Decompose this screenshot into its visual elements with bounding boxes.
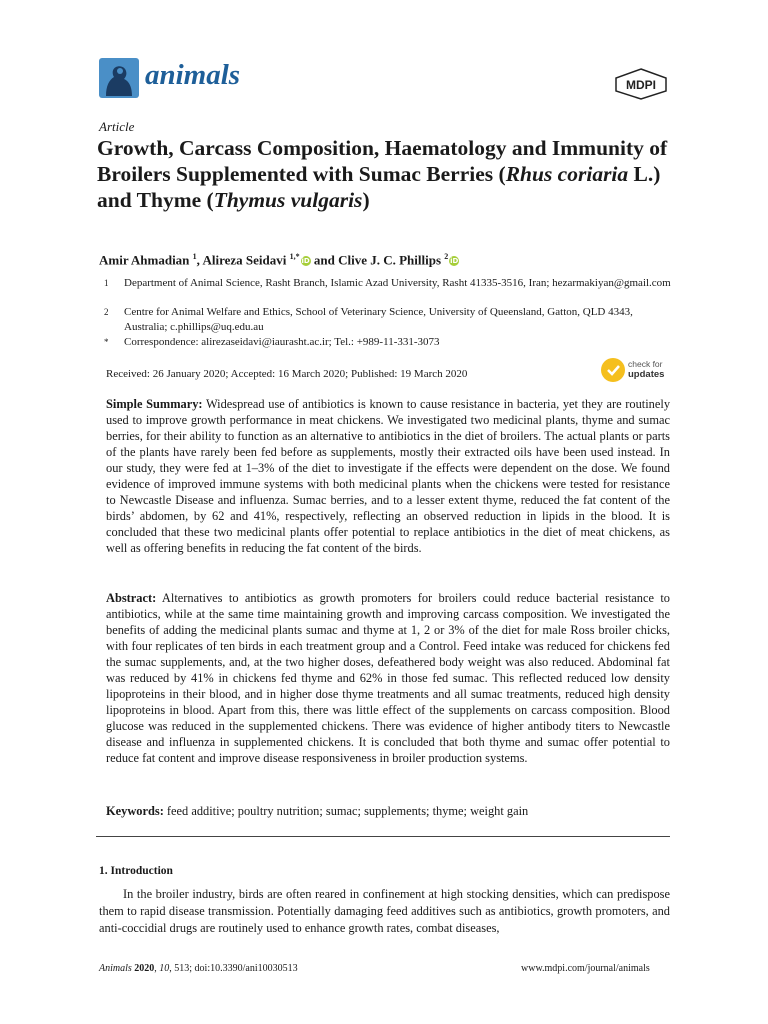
abstract	[106, 590, 670, 766]
footer-url[interactable]: www.mdpi.com/journal/animals	[521, 963, 650, 974]
author-separator: ,	[196, 252, 203, 268]
footer-citation: Animals 2020, 10, 513; doi:10.3390/ani10030513	[99, 963, 298, 974]
publication-dates: Received: 26 January 2020; Accepted: 16 March 2020; Published: 19 March 2020	[106, 368, 468, 380]
correspondence	[104, 335, 674, 350]
simple-summary	[106, 396, 670, 556]
check-for-updates-icon	[601, 358, 625, 382]
author-name[interactable]: Amir Ahmadian	[99, 252, 193, 268]
affiliation-text: Correspondence: alirezaseidavi@iaurasht.ac.ir; Tel.: +989-11-331-3073	[124, 336, 440, 348]
author-affiliation-marker: 1	[192, 252, 197, 261]
check-for-updates-badge[interactable]	[601, 357, 673, 383]
affiliation-text: Centre for Animal Welfare and Ethics, School of Veterinary Science, University of Queensland, Gatton, QLD 4343, Australia; c.phillips@uq.edu.au	[124, 306, 633, 333]
footer-journal: Animals	[99, 963, 132, 974]
check-for-updates-line2: updates	[628, 369, 665, 380]
affiliation-marker: 1	[104, 278, 109, 288]
publisher-name: MDPI	[626, 78, 656, 92]
affiliation-marker: *	[104, 337, 109, 347]
author-list	[99, 252, 459, 268]
title-part: L.) and Thyme (	[97, 162, 661, 212]
author-name[interactable]: Alireza Seidavi	[202, 252, 290, 268]
keywords-label: Keywords:	[106, 804, 164, 818]
publisher-logo	[612, 67, 670, 101]
orcid-icon[interactable]: iD	[301, 257, 310, 266]
orcid-icon[interactable]: iD	[450, 257, 459, 266]
section-divider	[96, 836, 670, 837]
footer-volume: 10	[159, 963, 170, 974]
keywords	[106, 803, 670, 819]
title-part: Thymus vulgaris	[213, 188, 363, 212]
author-affiliation-marker: 1,*	[289, 252, 300, 261]
affiliation-text: Department of Animal Science, Rasht Branch, Islamic Azad University, Rasht 41335-3516, Iran; hezarmakiyan@gmail.com	[124, 277, 671, 289]
affiliation-marker: 2	[104, 307, 109, 317]
article-type: Article	[99, 119, 135, 134]
simple-summary-label: Simple Summary:	[106, 397, 203, 411]
abstract-label: Abstract:	[106, 591, 157, 605]
animals-logo-icon	[99, 58, 139, 98]
footer-year: 2020	[134, 963, 155, 974]
author-affiliation-marker: 2	[444, 252, 449, 261]
title-part: Growth, Carcass Composition, Haematology and Immunity of Broilers Supplemented with Sumac Berries (	[97, 136, 668, 186]
introduction-text: In the broiler industry, birds are often reared in confinement at high stocking densities, which can predispose them to rapid disease transmission. Potentially damaging feed additives such as antibiotics, growth promoters, and anti-coccidial drugs are routinely used to enhance growth rates, combat diseases,	[99, 887, 670, 935]
journal-name: animals	[145, 59, 241, 91]
simple-summary-text: Widespread use of antibiotics is known to cause resistance in bacteria, yet they are routinely used to improve growth performance in meat chickens. We investigated two medicinal plants, thyme and sumac berries, for their ability to function as an alternative to antibiotics in the diet of broilers. The actual plants or parts of the plants have rarely been fed before as supplements, mostly their extracted oils have been used instead. In our study, they were fed at 1–3% of the diet to investigate if the effects were dependent on the dose. We found evidence of improved immune systems with both medicinal plants when the chickens were tested for resistance to Newcastle Disease and influenza. Sumac berries, and to a lesser extent thyme, reduced the fat content of the birds’ abdomen, by 62 and 41%, respectively, reflecting an observed reduction in lipids in the blood. It is concluded that these two medicinal plants offer potential to replace antibiotics in the diet of meat chickens, as well as offering benefits in reducing the fat content of the birds.	[106, 397, 671, 555]
check-for-updates-line1: check for	[628, 359, 663, 369]
author-name[interactable]: Clive J. C. Phillips	[338, 252, 445, 268]
title-part: Rhus coriaria	[505, 162, 629, 186]
affiliation-1	[104, 276, 674, 291]
footer-doi: , 513; doi:10.3390/ani10030513	[169, 963, 298, 974]
affiliation-2	[104, 305, 674, 335]
article-title	[97, 135, 677, 213]
keywords-text: feed additive; poultry nutrition; sumac; supplements; thyme; weight gain	[163, 804, 529, 818]
section-heading: 1. Introduction	[99, 865, 173, 877]
author-separator: and	[310, 252, 339, 268]
abstract-text: Alternatives to antibiotics as growth promoters for broilers could reduce bacterial resistance to antibiotics, while at the same time maintaining growth and improving carcass composition. We investigated the benefits of adding the medicinal plants sumac and thyme at 1, 2 or 3% of the diet for male Ross broiler chicks, with four replicates of ten birds in each treatment group and a Control. Feed intake was reduced for chickens fed the sumac supplements, and, at the two higher doses, defeathered body weight was also reduced. Abdominal fat was reduced by 41% in chickens fed thyme and 62% in those fed sumac. This reflected reduced low density lipoproteins in their blood, and in higher dose thyme treatments and all sumac treatments, reduced high density lipoproteins in blood. Apart from this, there was little effect of the supplements on carcass composition. Blood glucose was reduced in the supplemented chickens. There was evidence of higher antibody titers to Newcastle disease and influenza in supplemented chickens. It is concluded that both thyme and sumac offer potential to reduce fat content and improve disease responsiveness in broiler production systems.	[106, 591, 670, 765]
title-part: )	[362, 188, 370, 212]
